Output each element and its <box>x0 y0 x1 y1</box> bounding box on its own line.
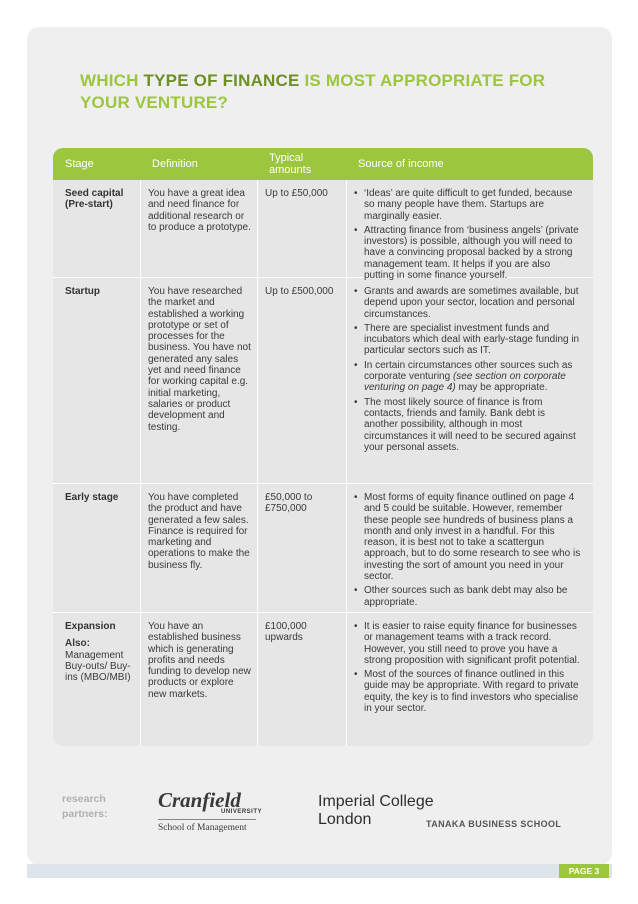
source-bullet: • Grants and awards are sometimes available, but depend upon your sector, location and personal circumstances. <box>352 286 581 320</box>
stage-cell: Expansion Also: Management Buy-outs/ Buy-ins (MBO/MBI) <box>53 613 140 746</box>
cranfield-logo: Cranfield UNIVERSITY School of Management <box>158 788 263 833</box>
definition-cell: You have completed the product and have generated a few sales. Finance is required for marketing and operations to make the business fly. <box>148 492 250 571</box>
finance-table <box>53 148 593 746</box>
source-cell <box>346 278 593 483</box>
amount-cell: Up to £500,000 <box>265 286 334 297</box>
tanaka-logo: TANAKA BUSINESS SCHOOL <box>426 819 562 829</box>
source-bullet: • ‘Ideas’ are quite difficult to get funded, because so many people have them. Startups are marginally easier. <box>352 188 581 222</box>
table-row <box>53 484 593 613</box>
title-part1: WHICH <box>80 71 144 90</box>
definition-cell: You have researched the market and established a working prototype or set of processes for the business. You have not generated any sales yet and need finance for working capital e.g. initial marketing, salaries or product development and testing. <box>148 286 251 433</box>
table-row <box>53 613 593 746</box>
also-label: Also: <box>65 638 90 650</box>
source-bullet: • Most forms of equity finance outlined on page 4 and 5 could be suitable. However, remember these people see hundreds of business plans a month and only invest in a handful. For this reason, it is best not to take a scattergun approach, but to do some research to see who is investing the sort of amount you need in your sector. <box>352 492 581 582</box>
title-accent: TYPE OF FINANCE <box>143 71 300 90</box>
source-bullet: • It is easier to raise equity finance for businesses or management teams with a track record. However, you still need to prove you have a strong proposition with significant profit potential. <box>352 621 581 666</box>
header-amounts: Typical amounts <box>269 152 312 176</box>
footer-bar <box>27 864 612 878</box>
source-cell <box>346 484 593 612</box>
amount-cell: £100,000 upwards <box>265 621 307 644</box>
title-part2: IS MOST APPROPRIATE FOR YOUR VENTURE? <box>80 71 546 112</box>
source-bullet: • In certain circumstances other sources such as corporate venturing (see section on corporate venturing on page 4) may be appropriate. <box>352 360 581 394</box>
source-cell <box>346 180 593 282</box>
source-bullet: • Attracting finance from ‘business angels’ (private investors) is possible, although you will need to have a convincing proposal backed by a strong management team. It helps if you are also putting in some finance yourself. <box>352 225 581 281</box>
header-source: Source of income <box>358 158 444 170</box>
source-bullet: • Other sources such as bank debt may also be appropriate. <box>352 585 581 608</box>
also-text: Management Buy-outs/ Buy-ins (MBO/MBI) <box>65 649 131 684</box>
page-title <box>80 70 580 114</box>
amount-cell: Up to £50,000 <box>265 188 328 199</box>
definition-cell: You have an established business which is generating profits and needs funding to develop new products or explore new markets. <box>148 621 251 700</box>
stage-cell: Startup <box>65 286 100 297</box>
stage-cell: Early stage <box>65 492 119 503</box>
header-stage: Stage <box>65 158 94 170</box>
table-row <box>53 278 593 484</box>
amount-cell: £50,000 to £750,000 <box>265 492 313 515</box>
header-definition: Definition <box>152 158 198 170</box>
research-partners-label: research partners: <box>62 793 108 820</box>
source-bullet: • There are specialist investment funds and incubators which deal with early-stage funding in particular sectors such as IT. <box>352 323 581 357</box>
definition-cell: You have a great idea and need finance for additional research or to produce a prototype. <box>148 188 251 233</box>
source-cell <box>346 613 593 746</box>
stage-cell: Seed capital (Pre-start) <box>65 188 124 211</box>
page-number: PAGE 3 <box>559 864 609 878</box>
table-row <box>53 180 593 282</box>
page-reference: (see section on corporate venturing on page 4) <box>364 371 566 394</box>
imperial-logo: Imperial College London <box>318 793 434 828</box>
source-bullet: • Most of the sources of finance outlined in this guide may be appropriate. With regard to private equity, the key is to find investors who specialise in your sector. <box>352 669 581 714</box>
source-bullet: • The most likely source of finance is from contacts, friends and family. Bank debt is another possibility, although in most circumstances it will need to be secured against your personal assets. <box>352 397 581 453</box>
table-header <box>53 148 593 180</box>
